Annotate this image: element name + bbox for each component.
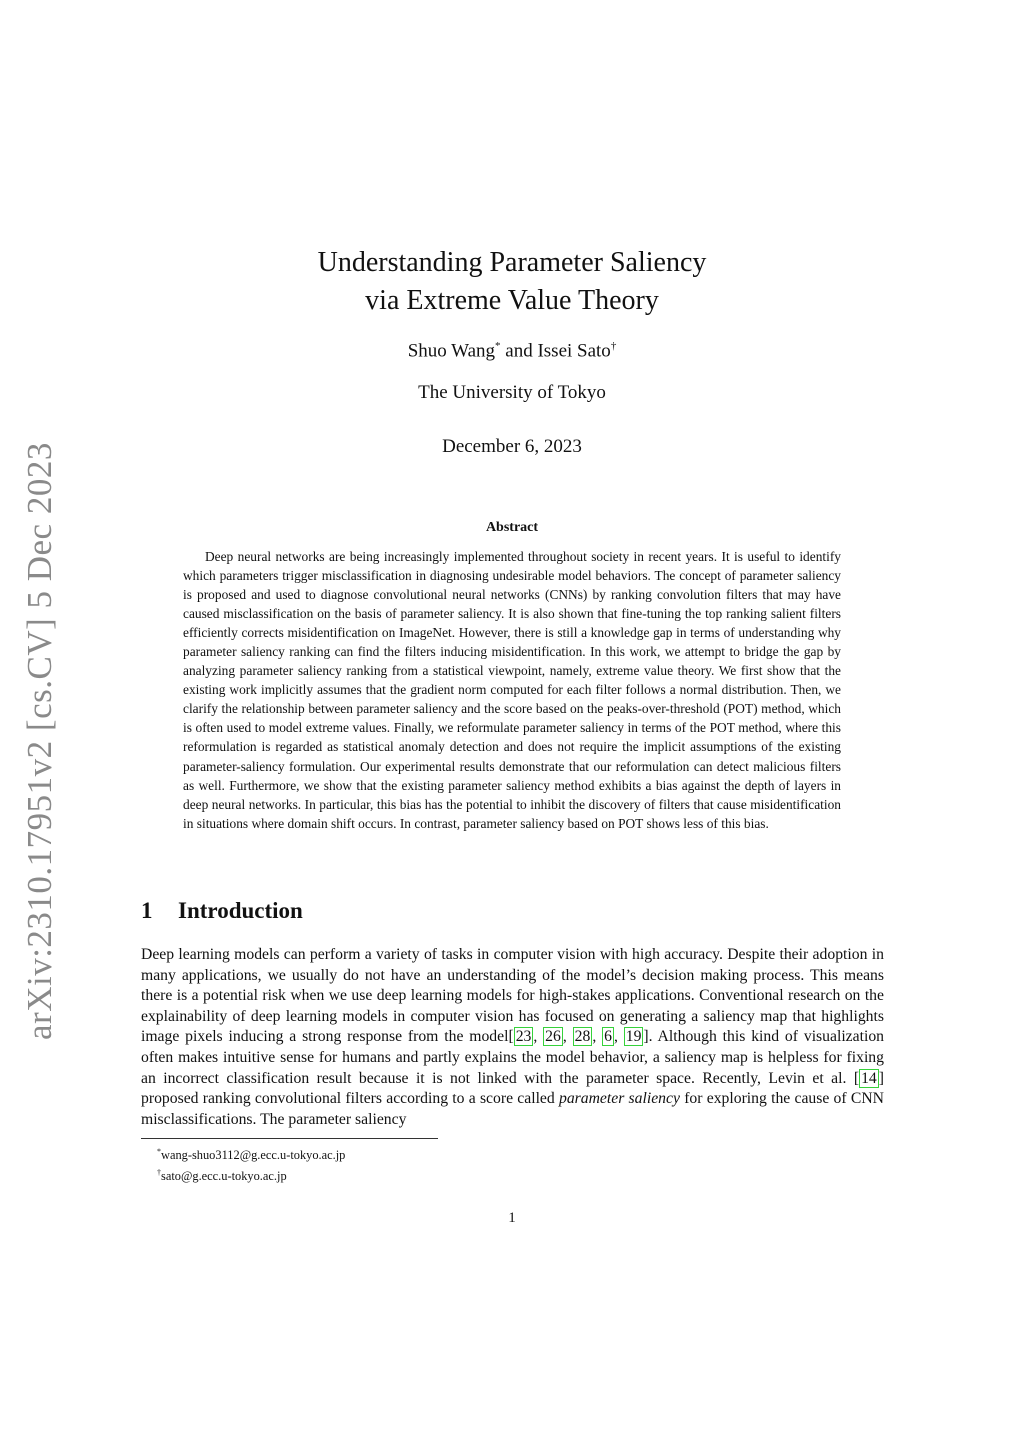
citation-separator: , (613, 1028, 624, 1046)
citation-link[interactable]: 23 (515, 1028, 532, 1046)
title-line-2: via Extreme Value Theory (365, 285, 659, 316)
author-2: Issei Sato (537, 340, 611, 362)
footnotes (157, 1143, 345, 1185)
intro-text-1: Deep learning models can perform a variety of tasks in computer vision with high accuracy. Despite their adoption in many applications, we usually do not have an understanding of the model’s decision making process. This means there is a potential risk when we use deep learning models for high-stakes applications. Conventional research on the explainability of deep learning models in computer vision has focused on generating a saliency map that highlights image pixels inducing a strong response from the model[ (141, 946, 884, 1046)
author-1: Shuo Wang (407, 340, 496, 362)
citation-link[interactable]: 26 (545, 1028, 561, 1046)
citation-separator: , (592, 1028, 603, 1046)
footnote-1-text: wang-shuo3112@g.ecc.u-tokyo.ac.jp (161, 1148, 346, 1163)
intro-text-3: ] proposed ranking convolutional filters according to a score called (141, 1069, 884, 1108)
title-line-1: Understanding Parameter Saliency (317, 247, 707, 278)
intro-text-2: ]. Although this kind of visualization often makes intuitive sense for humans and partly explains the model behavior, a saliency map is helpless for fixing an incorrect classification result because it is not linked with the parameter space. Recently, Levin et al. [ (141, 1028, 885, 1087)
citation-link[interactable]: 19 (625, 1028, 642, 1046)
paper-title (0, 244, 1024, 320)
footnote-1 (157, 1143, 345, 1164)
arxiv-identifier: arXiv:2310.17951v2 [cs.CV] 5 Dec 2023 (20, 442, 59, 1040)
footnote-1-mark: * (157, 1147, 161, 1156)
intro-text-4: for exploring the cause of CNN misclassifications. The parameter saliency (141, 1090, 884, 1128)
emphasis-term: parameter saliency (558, 1090, 680, 1108)
page-number: 1 (508, 1210, 516, 1226)
citation-separator: , (562, 1028, 573, 1046)
author-conjunction: and (505, 340, 533, 362)
footnote-rule (141, 1138, 438, 1139)
intro-paragraph (141, 945, 884, 1130)
paper-date: December 6, 2023 (442, 436, 582, 457)
authors (0, 340, 1024, 362)
author-2-mark: † (610, 340, 617, 352)
abstract-text: Deep neural networks are being increasingly implemented throughout society in recent years. It is useful to identify which parameters trigger misclassification in diagnosing undesirable model behaviors. The concept of parameter saliency is proposed and used to diagnose convolutional neural networks (CNNs) by ranking convolution filters that may have caused misclassification on the basis of parameter saliency. It is also shown that fine-tuning the top ranking salient filters efficiently corrects misidentification on ImageNet. However, there is still a knowledge gap in terms of understanding why parameter saliency ranking can find the filters inducing misidentification. In this work, we attempt to bridge the gap by analyzing parameter saliency ranking from a statistical viewpoint, namely, extreme value theory. We first show that the existing work implicitly assumes that the gradient norm computed for each filter follows a normal distribution. Then, we clarify the relationship between parameter saliency and the score based on the peaks-over-threshold (POT) method, which is often used to model extreme values. Finally, we reformulate parameter saliency in terms of the POT method, where this reformulation is regarded as statistical anomaly detection and does not require the implicit assumptions of the existing parameter-saliency formulation. Our experimental results demonstrate that our reformulation can detect malicious filters as well. Furthermore, we show that the existing parameter saliency method exhibits a bias against the depth of layers in deep neural networks. In particular, this bias has the potential to inhibit the discovery of filters that cause misidentification in situations where domain shift occurs. In contrast, parameter saliency based on POT shows less of this bias. (183, 549, 841, 831)
citation-link[interactable]: 28 (574, 1028, 591, 1046)
footnote-2 (157, 1164, 345, 1185)
section-heading (141, 898, 303, 924)
author-1-mark: * (495, 340, 501, 352)
abstract-heading: Abstract (485, 520, 539, 535)
affiliation: The University of Tokyo (418, 382, 606, 403)
footnote-2-mark: † (157, 1168, 161, 1178)
citation-separator: , (533, 1028, 544, 1046)
citation-link[interactable]: 6 (604, 1028, 612, 1046)
citation-link[interactable]: 14 (861, 1069, 877, 1087)
footnote-2-text: sato@g.ecc.u-tokyo.ac.jp (161, 1169, 287, 1184)
section-number: 1 (141, 898, 153, 923)
section-title: Introduction (178, 898, 303, 923)
